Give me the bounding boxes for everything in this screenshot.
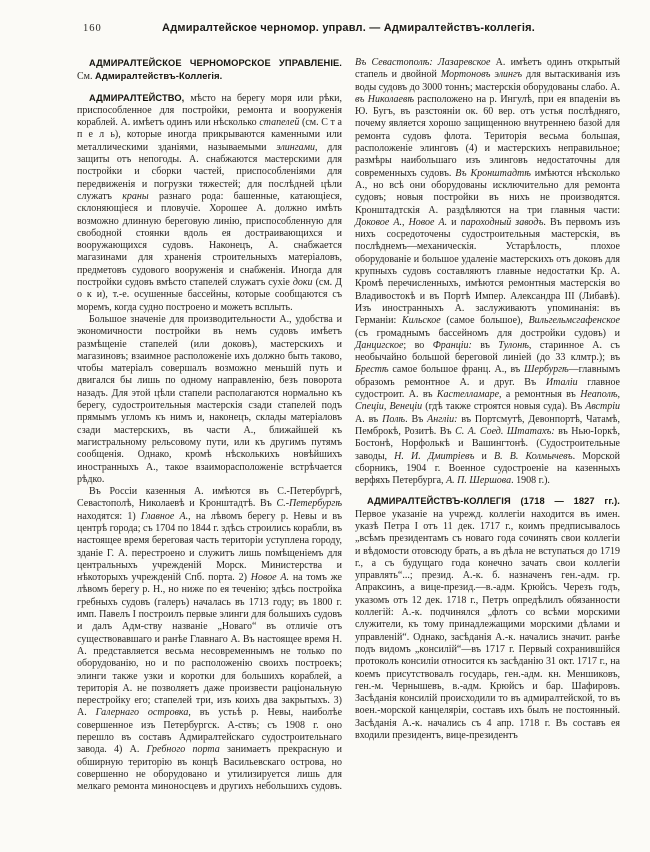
body-text: А. имѣетъ одинъ открытый стапель и двойной	[355, 57, 620, 81]
italic-term: Главное А.	[140, 510, 189, 522]
page-number: 160	[83, 23, 102, 34]
headword: АДМИРАЛТЕЙСТВО,	[89, 92, 191, 103]
body-text: , на лѣвомъ берегу р. Невы и въ центрѣ города; съ 1704 по 1844 г. здѣсь строились корабли, въ настоящее время береговая часть територіи уступлена городу, зданіе Г. А. перестроено и служитъ лишь помѣщеніемъ для центральныхъ учрежденій Морск. Министерства и нѣкоторыхъ учрежденій Спб. порта. 2)	[77, 510, 342, 584]
page-header	[77, 22, 620, 38]
entry-admiralteystv-kollegia	[355, 495, 620, 742]
italic-term: Н. И. Дмитріевъ	[394, 450, 475, 462]
body-text: (самое большое),	[440, 315, 529, 327]
body-text: въ Нью-Іоркѣ, Бостонѣ, Норфолькѣ и Вашингтонѣ. (Судостроительные заводы,	[355, 425, 620, 462]
italic-term: Кильское	[401, 315, 441, 327]
body-text: , а ремонтныя въ	[499, 389, 581, 401]
headword: АДМИРАЛТЕЙСТВЪ-КОЛЛЕГІЯ (1718 — 1827 гг.).	[367, 496, 620, 507]
italic-term: Новое А.	[250, 572, 290, 584]
italic-term: Италіи	[545, 376, 578, 388]
body-text: Первое указаніе на учрежд. коллегіи находится въ имен. указѣ Петра I отъ 11 дек. 1717 г., коимъ предписывалось „всѣмъ президентамъ съ новаго года сочинять свои коллегіи и вѣдомости отовсюду брать, а въ дѣла не вступаться до 1719 г., а съ будущаго года конечно зачать свои коллегіи управлять“...; презид. А.-к. б. назначенъ ген.-адм. гр. Апраксинъ, а вице-презид.—в.-адм. Крюйсъ. Черезъ годъ, указомъ отъ 12 дек. 1718 г., Петръ опредѣлилъ обязанности коллегій: А.-к. подчинялся „флотъ со всѣми морскими служители, къ тому принадлежащими морскими дѣлами и управленій“. Однако, засѣданія А.-к. начались значит. ранѣе подъ видомъ „консилій“—въ 1717 г. Первый сохранившійся протоколъ консиліи относится къ засѣданію 31 окт. 1717 г., на коемъ присутствовалъ государь, ген.-адм. кн. Меншиковъ, ген.-м. Чернышевъ, в.-адм. Крюйсъ и бар. Шафировъ. Засѣданія консилій происходили то въ адмиралтейской, то въ воен.-морской канцеляріи, составъ ихъ былъ не постоянный. Засѣданія А.-к. начались съ 4 апр. 1718 г. Въ составъ ея входили президентъ, вице-президентъ	[355, 508, 620, 742]
italic-term: Австріи	[585, 401, 620, 413]
italic-term: С. А. Соед. Штатахъ:	[455, 425, 555, 437]
body-text: (гдѣ также строятся новыя суда). Въ	[422, 401, 586, 413]
headword: Адмиралтействъ-Коллегія.	[95, 71, 223, 82]
italic-term: Англіи:	[427, 413, 458, 425]
italic-term: Франціи:	[432, 339, 472, 351]
body-text: и	[447, 216, 461, 228]
body-text: и	[474, 450, 494, 462]
italic-term: стапелей	[259, 117, 300, 129]
body-text: —главнымъ образомъ ремонтное А. и друг. Въ	[355, 364, 620, 388]
body-text: . 1908 г.).	[511, 475, 550, 487]
body-text: . Въ	[405, 413, 428, 425]
para-layout-significance	[77, 314, 342, 486]
body-text: самое большое франц. А., въ	[388, 364, 525, 376]
italic-term: Неаполѣ, Спеціи, Венеціи	[355, 389, 620, 413]
headword: АДМИРАЛТЕЙСКОЕ ЧЕРНОМОРСКОЕ УПРАВЛЕНІЕ.	[89, 58, 342, 68]
italic-term: Галернаго островка	[95, 707, 189, 719]
body-text: для вытаскиванія изъ воды судовъ до 3000 тоннъ; мастерскія оборудованы слабо. А.	[355, 69, 620, 93]
italic-term: Данцигское	[355, 339, 404, 351]
italic-term: элингами	[276, 141, 316, 153]
italic-term: С.-Петербургѣ	[276, 498, 342, 510]
body-text: Большое значеніе для производительности А., удобства и экономичности постройки въ немъ судовъ имѣетъ размѣщеніе стапелей (или доковъ), мастерскихъ и магазиновъ; взаимное расположеніе ихъ должно быть таково, чтобы матеріалъ совершалъ возможно меньшій путь и двигался бы лишь по одному направленію, безъ поворота назадъ. Для этой цѣли стапели располагаются нормально къ берегу, судостроительныя мастерскія сзади стапелей подъ прямымъ угломъ къ нимъ и, наконецъ, склады матеріаловъ сзади мастерскихъ, въ части А., ближайшей къ магистральному рельсовому пути, или къ другимъ путямъ сообщенія. Однако, кромѣ нѣсколькихъ новѣйшихъ иностранныхъ А., такое взаиморасположеніе встрѣчается рѣдко.	[77, 313, 342, 485]
body-text: разнаго рода: башенные, катающіеся, склоняющіеся и пловучіе. Хорошее А. должно имѣть возможно длинную береговую линію, приспособленную для свободной стоянки вдоль ея достраивающихся и вооружающихся судовъ. Наконецъ, А. снабжается магазинами для храненія строительныхъ матеріаловъ, предметовъ судового вооруженія и снабженія. Иногда для постройки судовъ вмѣсто стапелей служатъ сухіе	[77, 190, 342, 289]
body-text: (см. Д о к и), т.-е. осушенные бассейны, которые сообщаются съ моремъ, когда судно построено и можетъ всплыть.	[77, 277, 342, 313]
body-text: мѣсто на берегу моря или рѣки, приспособленное для постройки, ремонта и вооруженія кораблей. А. имѣетъ одинъ или нѣсколько	[77, 92, 343, 129]
body-text: (съ громаднымъ бассейномъ для достройки судовъ) и	[355, 327, 620, 339]
body-text: ; во	[403, 339, 433, 351]
italic-term: Въ Кронштадтѣ	[455, 167, 531, 179]
italic-term: А. П. Шершова	[446, 475, 512, 487]
body-text: расположено на р. Ингулѣ, при ея впаденіи въ Ю. Бугъ, въ разстояніи ок. 60 вер. отъ устья послѣдняго, почему является хорошо защищенною внутреннею базой для ремонта судовъ флота. Територія весьма большая, расположеніе элинговъ (4) и мастерскихъ неправильное; размѣры наибольшаго изъ элинговъ недостаточны для современныхъ судовъ.	[355, 93, 620, 179]
italic-term: Въ Севастополѣ: Лазаревское	[355, 57, 491, 68]
body-text: , въ устьѣ р. Невы, наиболѣе совершенное изъ Петербургск. А-ствъ; съ 1908 г. оно перешло въ составъ Адмиралтейскаго судостроительнаго завода. 4) А.	[77, 707, 343, 756]
text-columns	[77, 57, 620, 797]
body-text: А. въ	[355, 413, 383, 425]
italic-term: въ Николаевѣ	[355, 93, 415, 105]
body-text: въ Портсмутѣ, Девонпортѣ, Чатамѣ, Пемброкѣ, Розитѣ. Въ	[355, 413, 620, 437]
body-text: Въ Россіи казенныя А. имѣются въ С.-Петербургѣ, Севастополѣ, Николаевѣ и Кронштадтѣ. Въ	[77, 486, 342, 510]
body-text: ,	[401, 216, 409, 228]
body-text: . Морской сборникъ, 1904 г. Военное судостроеніе на казенныхъ верфяхъ Петербурга,	[355, 450, 620, 487]
body-text: (см. С т а п е л ь), которые иногда прикрываются каменными или металлическими зданіями, называемыми	[77, 117, 343, 153]
running-title: Адмиралтейское черномор. управл. — Адмиралтействъ-коллегія.	[162, 22, 535, 34]
body-text: . Въ первомъ изъ нихъ сосредоточены судостроительныя мастерскія, въ послѣднемъ—механическія. Устарѣлость, плохое оборудованіе и большое удаленіе мастерскихъ отъ доковъ для крупныхъ судовъ составляютъ главные недостатки Кр. А. Кромѣ перечисленныхъ, имѣются ремонтныя мастерскія во Владивостокѣ и въ Портѣ Импер. Александра III (Либавѣ). Изъ иностранныхъ А. заслуживаютъ упоминанія: въ Германіи:	[355, 216, 620, 327]
body-text: находятся: 1)	[77, 510, 141, 522]
italic-term: пароходный заводъ	[460, 216, 544, 228]
italic-term: доки	[292, 277, 313, 289]
body-text: главное судостроит. А. въ	[355, 376, 620, 401]
italic-term: В. В. Колмычевъ	[494, 450, 573, 462]
body-text: занимаетъ прекрасную и обширную територію въ концѣ Васильевскаго острова, но совершенно не оборудовано и утилизируется лишь для мелкаго ремонта миноносцевъ и другихъ небольшихъ судовъ.	[77, 744, 342, 793]
italic-term: Кастелламаре	[436, 389, 500, 401]
entry-admiralteystvo	[77, 92, 342, 314]
italic-term: Доковое А.	[355, 216, 402, 228]
italic-term: Мортоновъ элингъ	[440, 69, 523, 81]
italic-term: Гребного порта	[146, 744, 220, 756]
entry-admiralteyskoe-chernomorskoe-upravlenie	[77, 57, 342, 84]
body-text: , старинное А. съ необычайно большой береговой линіей (до 33 клмтр.); въ	[355, 339, 620, 364]
body-text: , для защиты отъ непогоды. А. снабжаются мастерскими для постройки и сборки частей, приспособленіями для передвиженія и погрузки тяжестей; для послѣдней цѣли служатъ	[77, 141, 342, 202]
body-text: См.	[77, 71, 95, 83]
italic-term: краны	[122, 190, 149, 202]
italic-term: Новое А.	[408, 216, 448, 228]
italic-term: Вильгельмсгафенское	[528, 315, 620, 327]
body-text: въ	[471, 339, 499, 351]
italic-term: Тулонѣ	[498, 339, 529, 351]
italic-term: Брестѣ	[355, 364, 389, 376]
italic-term: Шербургѣ	[524, 364, 569, 376]
body-text: имѣются нѣсколько А., но всѣ они оборудованы исключительно для ремонта судовъ; новыя постройки въ нихъ не производятся. Кронштадтскія А. раздѣляются на три главныя части:	[355, 167, 620, 216]
italic-term: Полѣ	[382, 413, 406, 425]
body-text: на томъ же лѣвомъ берегу р. Н., но ниже по ея теченію; здѣсь постройка гребныхъ судовъ (галеръ) началась въ 1713 году; въ 1800 г. имп. Павелъ I построилъ первые элинги для большихъ судовъ и далъ Адм-ству названіе „Новаго“ въ отличіе отъ существовавшаго и ранѣе Главнаго А. Въ настоящее время Н. А. представляется весьма несовременнымъ не только по оборудованію, но и по расположенію своихъ построекъ; элинги также узки и коротки для большихъ кораблей, а територія А. не позволяетъ даже произвести раціональную перестройку его; стапелей три, изъ коихъ два закрытыхъ. 3) А.	[77, 572, 342, 719]
